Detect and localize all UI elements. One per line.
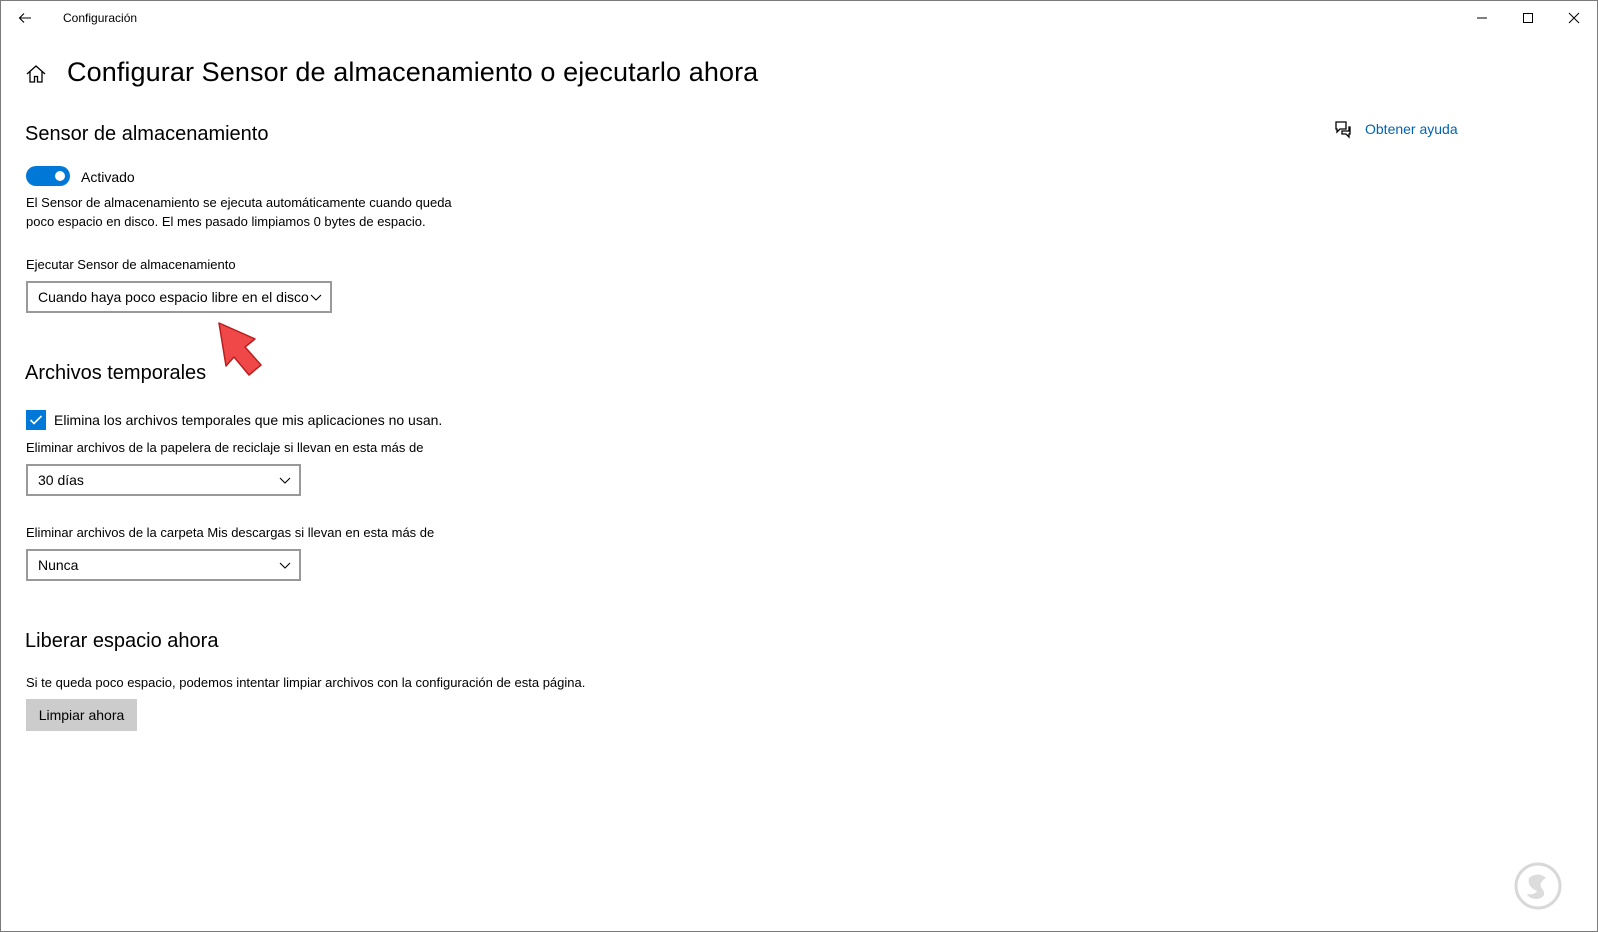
- chevron-down-icon: [279, 560, 291, 570]
- downloads-value: Nunca: [38, 557, 79, 573]
- watermark-logo: [1513, 861, 1563, 911]
- storage-sense-description: El Sensor de almacenamiento se ejecuta automáticamente cuando queda poco espacio en disco. El mes pasado limpiamos 0 bytes de espacio.: [26, 195, 452, 229]
- delete-temp-files-label: Elimina los archivos temporales que mis aplicaciones no usan.: [54, 412, 443, 428]
- checkmark-icon: [29, 414, 43, 426]
- maximize-button[interactable]: [1505, 1, 1551, 35]
- toggle-state-label: Activado: [81, 169, 135, 185]
- help-chat-icon: [1333, 119, 1353, 139]
- back-button[interactable]: [7, 3, 43, 33]
- minimize-icon: [1476, 12, 1488, 24]
- home-icon: [25, 63, 47, 85]
- title-bar: [1, 1, 1597, 35]
- page-title: Configurar Sensor de almacenamiento o ejecutarlo ahora: [67, 57, 759, 87]
- minimize-button[interactable]: [1459, 1, 1505, 35]
- back-arrow-icon: [18, 12, 32, 24]
- app-title: Configuración: [63, 11, 138, 25]
- downloads-select[interactable]: [26, 549, 301, 581]
- free-space-heading: Liberar espacio ahora: [25, 630, 219, 652]
- home-button[interactable]: [25, 63, 47, 85]
- storage-sense-heading: Sensor de almacenamiento: [25, 123, 269, 145]
- get-help-label[interactable]: Obtener ayuda: [1365, 121, 1458, 137]
- clean-now-button[interactable]: Limpiar ahora: [26, 699, 137, 731]
- delete-temp-files-checkbox[interactable]: [26, 410, 46, 430]
- run-storage-sense-select[interactable]: [26, 281, 332, 313]
- maximize-icon: [1522, 12, 1534, 24]
- chevron-down-icon: [310, 292, 322, 302]
- close-icon: [1568, 12, 1580, 24]
- toggle-knob: [55, 171, 65, 181]
- storage-sense-toggle[interactable]: [26, 166, 70, 186]
- recycle-bin-label: Eliminar archivos de la papelera de reciclaje si llevan en esta más de: [26, 440, 424, 455]
- recycle-bin-value: 30 días: [38, 472, 84, 488]
- get-help-link[interactable]: [1333, 119, 1458, 139]
- close-button[interactable]: [1551, 1, 1597, 35]
- downloads-label: Eliminar archivos de la carpeta Mis descargas si llevan en esta más de: [26, 525, 435, 540]
- red-arrow-annotation: [209, 317, 267, 379]
- free-space-description: Si te queda poco espacio, podemos intentar limpiar archivos con la configuración de esta página.: [26, 675, 586, 690]
- run-storage-sense-value: Cuando haya poco espacio libre en el disco: [38, 289, 309, 305]
- recycle-bin-select[interactable]: [26, 464, 301, 496]
- temp-files-heading: Archivos temporales: [25, 362, 207, 384]
- chevron-down-icon: [279, 475, 291, 485]
- run-storage-sense-label: Ejecutar Sensor de almacenamiento: [26, 257, 236, 272]
